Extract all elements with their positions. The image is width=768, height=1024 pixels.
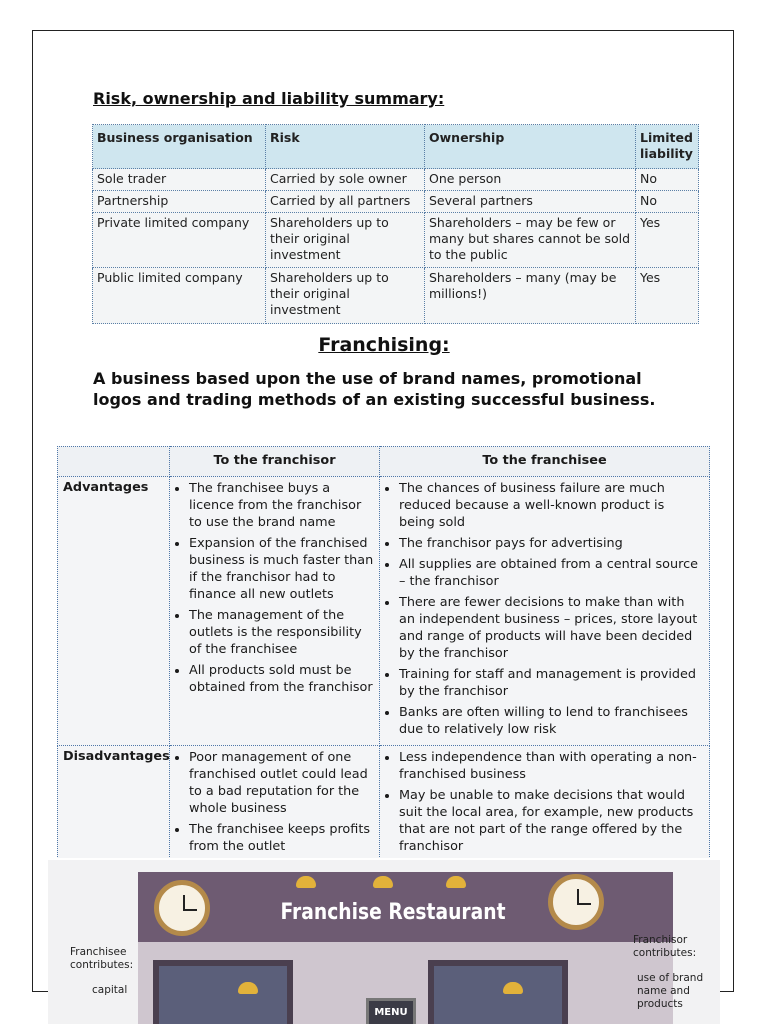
franchise-table — [57, 446, 710, 858]
cell: Yes — [636, 268, 699, 324]
summary-table — [92, 124, 699, 324]
cell: No — [636, 169, 699, 191]
adv-franchisee-cell — [380, 477, 710, 746]
list-item: • Less independence than with operating a non-franchised business — [399, 749, 704, 783]
lamp-icon — [446, 876, 466, 888]
header-empty — [58, 447, 170, 477]
lamp-icon — [296, 876, 316, 888]
table-row — [58, 746, 710, 859]
list-item: • All supplies are obtained from a central source – the franchisor — [399, 556, 704, 590]
adv-franchisee-list — [385, 480, 704, 738]
cell: Carried by sole owner — [266, 169, 425, 191]
cell: Public limited company — [93, 268, 266, 324]
cell: No — [636, 190, 699, 212]
table-header-row — [93, 125, 699, 169]
header-risk: Risk — [266, 125, 425, 169]
franchising-definition: A business based upon the use of brand names, promotional logos and trading methods of an existing successful business. — [93, 369, 656, 409]
menu-board: MENU — [366, 998, 416, 1024]
lamp-icon — [373, 876, 393, 888]
cell: Shareholders up to their original investment — [266, 268, 425, 324]
disadvantages-label: Disadvantages — [58, 746, 170, 859]
header-franchisor: To the franchisor — [170, 447, 380, 477]
table-header-row — [58, 447, 710, 477]
header-limited-liability: Limited liability — [636, 125, 699, 169]
franchise-restaurant-illustration — [48, 860, 720, 1024]
table-row — [93, 212, 699, 268]
dis-franchisee-cell — [380, 746, 710, 859]
dis-franchisee-list — [385, 749, 704, 855]
header-franchisee: To the franchisee — [380, 447, 710, 477]
adv-franchisor-list — [175, 480, 374, 696]
advantages-label: Advantages — [58, 477, 170, 746]
cell: Carried by all partners — [266, 190, 425, 212]
summary-heading: Risk, ownership and liability summary: — [93, 89, 445, 108]
franchise-table-clip — [50, 440, 720, 858]
list-item: • Training for staff and management is provided by the franchisor — [399, 666, 704, 700]
list-item: • The franchisee buys a licence from the franchisor to use the brand name — [189, 480, 374, 531]
lamp-icon — [238, 982, 258, 994]
list-item: • The franchisor pays for advertising — [399, 535, 704, 552]
table-row — [93, 190, 699, 212]
table-row — [58, 477, 710, 746]
cell: Shareholders – may be few or many but shares cannot be sold to the public — [425, 212, 636, 268]
list-item: • Poor management of one franchised outlet could lead to a bad reputation for the whole business — [189, 749, 374, 817]
cell: Several partners — [425, 190, 636, 212]
restaurant-window — [428, 960, 568, 1024]
cell: Partnership — [93, 190, 266, 212]
franchisee-contributes-label: Franchisee contributes: — [70, 946, 134, 971]
list-item: • The management of the outlets is the responsibility of the franchisee — [189, 607, 374, 658]
header-ownership: Ownership — [425, 125, 636, 169]
table-row — [93, 268, 699, 324]
list-item: • The franchisee keeps profits from the outlet — [189, 821, 374, 855]
franchisee-contributes-item: capital — [92, 984, 128, 996]
franchisor-contributes-label: Franchisor contributes: — [633, 934, 697, 959]
franchising-heading: Franchising: — [318, 334, 450, 356]
dis-franchisor-cell — [170, 746, 380, 859]
cell: Yes — [636, 212, 699, 268]
list-item: • There are fewer decisions to make than with an independent business – prices, store layout and range of products will have been decided by the franchisor — [399, 594, 704, 662]
cell: Shareholders up to their original investment — [266, 212, 425, 268]
cell: Sole trader — [93, 169, 266, 191]
list-item: • All products sold must be obtained from the franchisor — [189, 662, 374, 696]
dis-franchisor-list — [175, 749, 374, 855]
adv-franchisor-cell — [170, 477, 380, 746]
restaurant-window — [153, 960, 293, 1024]
list-item: • Banks are often willing to lend to franchisees due to relatively low risk — [399, 704, 704, 738]
list-item: • The chances of business failure are much reduced because a well-known product is being sold — [399, 480, 704, 531]
header-business-organisation: Business organisation — [93, 125, 266, 169]
lamp-icon — [503, 982, 523, 994]
cell: Shareholders – many (may be millions!) — [425, 268, 636, 324]
table-row — [93, 169, 699, 191]
list-item: • May be unable to make decisions that would suit the local area, for example, new products that are not part of the range offered by the franchisor — [399, 787, 704, 855]
list-item: • Expansion of the franchised business is much faster than if the franchisor had to finance all new outlets — [189, 535, 374, 603]
restaurant-sign-text: Franchise Restaurant — [280, 900, 506, 925]
cell: Private limited company — [93, 212, 266, 268]
cell: One person — [425, 169, 636, 191]
franchisor-contributes-item: use of brand name and products — [637, 972, 704, 1010]
